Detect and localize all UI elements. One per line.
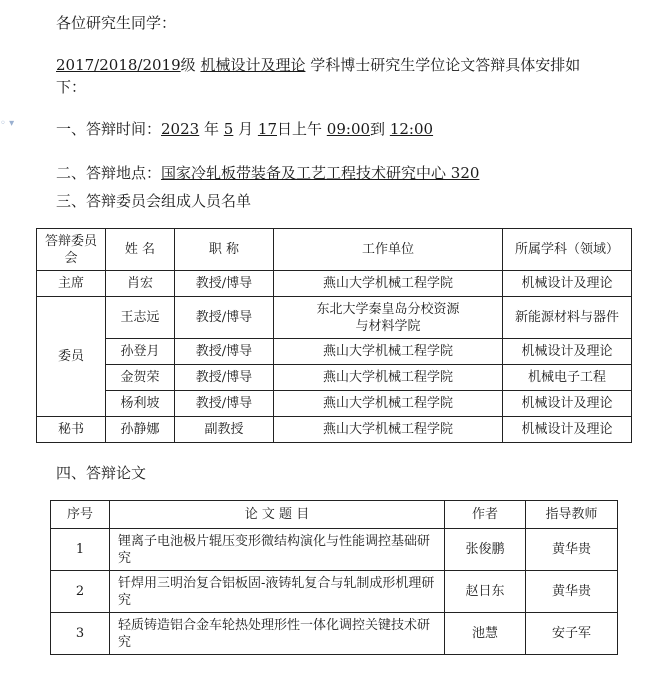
committee-name: 杨利坡 xyxy=(106,391,175,417)
table-row xyxy=(51,571,618,613)
table-row xyxy=(37,365,632,391)
committee-unit: 燕山大学机械工程学院 xyxy=(274,391,503,417)
thesis-author: 张俊鹏 xyxy=(445,529,526,571)
intro-subject: 机械设计及理论 xyxy=(200,56,306,74)
thesis-title: 锂离子电池极片辊压变形微结构演化与性能调控基础研究 xyxy=(110,529,445,571)
committee-header-title: 职 称 xyxy=(175,229,274,271)
section-theses-title: 四、答辩论文 xyxy=(56,464,147,482)
thesis-author: 池慧 xyxy=(445,613,526,655)
committee-role: 主席 xyxy=(37,271,106,297)
intro-years: 2017/2018/2019 xyxy=(56,56,181,74)
theses-header-title: 论 文 题 目 xyxy=(110,501,445,529)
committee-name: 金贺荣 xyxy=(106,365,175,391)
committee-field: 新能源材料与器件 xyxy=(503,297,632,339)
time-year: 2023 xyxy=(161,120,200,138)
intro-line-1 xyxy=(56,54,580,75)
committee-title: 教授/博导 xyxy=(175,365,274,391)
committee-name: 王志远 xyxy=(106,297,175,339)
margin-marker-icon: ◦ ▾ xyxy=(0,118,15,129)
table-row xyxy=(37,391,632,417)
committee-unit: 燕山大学机械工程学院 xyxy=(274,271,503,297)
theses-table xyxy=(50,500,618,655)
time-year-unit: 年 xyxy=(203,120,219,138)
committee-name: 孙登月 xyxy=(106,339,175,365)
thesis-advisor: 安子军 xyxy=(526,613,618,655)
time-end: 12:00 xyxy=(389,120,434,138)
thesis-no: 1 xyxy=(51,529,110,571)
greeting: 各位研究生同学： xyxy=(56,14,177,32)
committee-title: 教授/博导 xyxy=(175,391,274,417)
committee-unit: 燕山大学机械工程学院 xyxy=(274,365,503,391)
thesis-advisor: 黄华贵 xyxy=(526,571,618,613)
committee-name: 肖宏 xyxy=(106,271,175,297)
theses-header-advisor: 指导教师 xyxy=(526,501,618,529)
place-value: 国家冷轧板带装备及工艺工程技术研究中心 320 xyxy=(161,164,480,182)
intro-rest: 学科博士研究生学位论文答辩具体安排如 xyxy=(310,56,581,74)
table-row xyxy=(37,339,632,365)
time-day: 17 xyxy=(257,120,277,138)
committee-field: 机械设计及理论 xyxy=(503,339,632,365)
theses-header-row xyxy=(51,501,618,529)
committee-header-row xyxy=(37,229,632,271)
time-label: 一、答辩时间： xyxy=(56,120,162,138)
committee-field: 机械设计及理论 xyxy=(503,417,632,443)
thesis-title: 钎焊用三明治复合铝板固-液铸轧复合与轧制成形机理研究 xyxy=(110,571,445,613)
committee-header-unit: 工作单位 xyxy=(274,229,503,271)
committee-table xyxy=(36,228,632,443)
place-label: 二、答辩地点： xyxy=(56,164,162,182)
table-row xyxy=(37,297,632,339)
thesis-no: 2 xyxy=(51,571,110,613)
time-day-unit: 日上午 xyxy=(277,120,323,138)
time-to: 到 xyxy=(370,120,386,138)
thesis-author: 赵日东 xyxy=(445,571,526,613)
committee-unit: 燕山大学机械工程学院 xyxy=(274,417,503,443)
thesis-title: 轻质铸造铝合金车轮热处理形性一体化调控关键技术研究 xyxy=(110,613,445,655)
committee-header-role: 答辩委员会 xyxy=(37,229,106,271)
theses-header-no: 序号 xyxy=(51,501,110,529)
intro-line-2: 下： xyxy=(56,78,87,96)
table-row xyxy=(51,529,618,571)
committee-title: 副教授 xyxy=(175,417,274,443)
committee-unit: 东北大学秦皇岛分校资源与材料学院 xyxy=(274,297,503,339)
thesis-advisor: 黄华贵 xyxy=(526,529,618,571)
committee-header-name: 姓 名 xyxy=(106,229,175,271)
theses-header-author: 作者 xyxy=(445,501,526,529)
committee-header-field: 所属学科（领域） xyxy=(503,229,632,271)
table-row xyxy=(37,271,632,297)
section-time xyxy=(56,118,433,139)
committee-role: 委员 xyxy=(37,297,106,417)
committee-title: 教授/博导 xyxy=(175,339,274,365)
committee-title: 教授/博导 xyxy=(175,297,274,339)
section-committee-title: 三、答辩委员会组成人员名单 xyxy=(56,192,252,210)
committee-role: 秘书 xyxy=(37,417,106,443)
table-row xyxy=(37,417,632,443)
committee-unit: 燕山大学机械工程学院 xyxy=(274,339,503,365)
time-month: 5 xyxy=(223,120,234,138)
committee-name: 孙静娜 xyxy=(106,417,175,443)
table-row xyxy=(51,613,618,655)
committee-title: 教授/博导 xyxy=(175,271,274,297)
time-month-unit: 月 xyxy=(238,120,254,138)
committee-field: 机械设计及理论 xyxy=(503,271,632,297)
committee-field: 机械设计及理论 xyxy=(503,391,632,417)
thesis-no: 3 xyxy=(51,613,110,655)
committee-field: 机械电子工程 xyxy=(503,365,632,391)
intro-level: 级 xyxy=(180,56,196,74)
time-start: 09:00 xyxy=(326,120,371,138)
section-place xyxy=(56,162,479,183)
